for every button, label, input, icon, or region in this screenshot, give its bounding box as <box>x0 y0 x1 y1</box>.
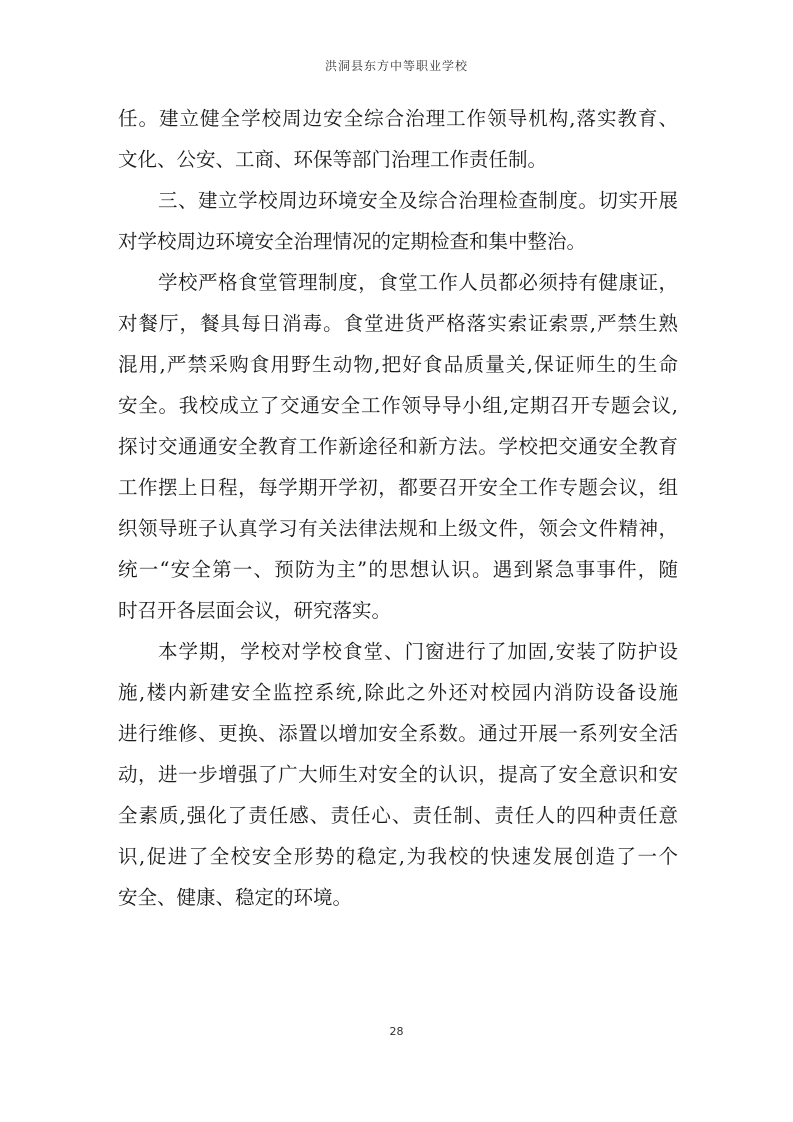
body-line-5: 学校严格食堂管理制度，食堂工作人员都必须持有健康证， <box>158 271 678 294</box>
body-line-15: 施,楼内新建安全监控系统,除此之外还对校园内消防设备设施 <box>118 681 678 704</box>
body-line-13: 时召开各层面会议，研究落实。 <box>118 599 392 622</box>
body-line-20: 安全、健康、稳定的环境。 <box>118 886 353 909</box>
body-line-3: 三、建立学校周边环境安全及综合治理检查制度。切实开展 <box>158 189 678 212</box>
document-body <box>118 98 678 918</box>
header-rule <box>118 78 675 79</box>
body-line-6: 对餐厅，餐具每日消毒。食堂进货严格落实索证索票,严禁生熟 <box>118 312 678 335</box>
body-line-18: 全素质,强化了责任感、责任心、责任制、责任人的四种责任意 <box>118 804 678 827</box>
body-line-10: 工作摆上日程，每学期开学初，都要召开安全工作专题会议，组 <box>118 476 678 499</box>
body-line-17: 动，进一步增强了广大师生对安全的认识，提高了安全意识和安 <box>118 763 678 786</box>
body-line-1: 任。建立健全学校周边安全综合治理工作领导机构,落实教育、 <box>118 107 678 130</box>
body-line-12: 统一“安全第一、预防为主”的思想认识。遇到紧急事事件，随 <box>118 558 678 581</box>
body-line-7: 混用,严禁采购食用野生动物,把好食品质量关,保证师生的生命 <box>118 353 678 376</box>
body-line-19: 识,促进了全校安全形势的稳定,为我校的快速发展创造了一个 <box>118 845 678 868</box>
page-number: 28 <box>389 1025 404 1038</box>
body-line-8: 安全。我校成立了交通安全工作领导导小组,定期召开专题会议, <box>118 394 678 417</box>
body-line-9: 探讨交通通安全教育工作新途径和新方法。学校把交通安全教育 <box>118 435 678 458</box>
body-line-11: 织领导班子认真学习有关法律法规和上级文件，领会文件精神， <box>118 517 678 540</box>
page-header: 洪洞县东方中等职业学校 <box>324 59 468 73</box>
body-line-4: 对学校周边环境安全治理情况的定期检查和集中整治。 <box>118 230 587 253</box>
body-line-16: 进行维修、更换、添置以增加安全系数。通过开展一系列安全活 <box>118 722 678 745</box>
body-line-14: 本学期，学校对学校食堂、门窗进行了加固,安装了防护设 <box>158 640 678 663</box>
body-line-2: 文化、公安、工商、环保等部门治理工作责任制。 <box>118 148 548 171</box>
